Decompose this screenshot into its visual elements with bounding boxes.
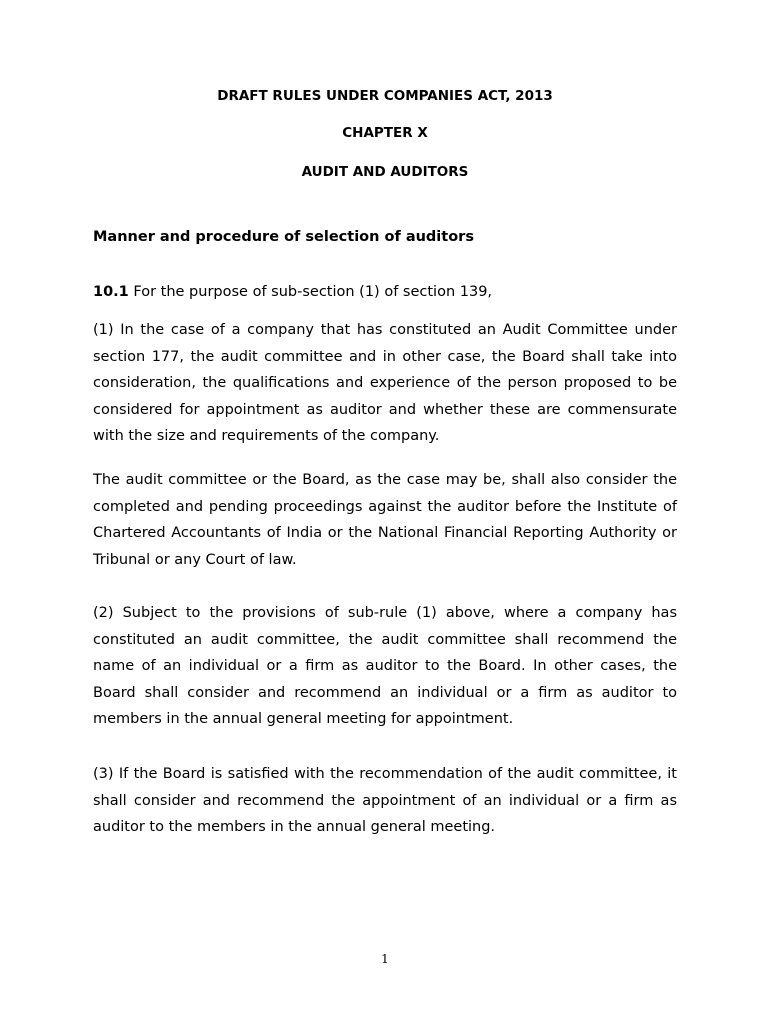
page-number: 1 xyxy=(381,952,389,966)
paragraph-sub-rule-2: (2) Subject to the provisions of sub-rule (1) above, where a company has constituted an audit committee, the audit committee shall recommend the name of an individual or a firm as auditor to the Board. In other cases, the Board shall consider and recommend an individual or a firm as auditor to members in the annual general meeting for appointment. xyxy=(93,605,677,727)
paragraph-audit-committee-consider: The audit committee or the Board, as the case may be, shall also consider the completed and pending proceedings against the auditor before the Institute of Chartered Accountants of India or the National Financial Reporting Authority or Tribunal or any Court of law. xyxy=(93,472,677,568)
rule-intro-text: For the purpose of sub-section (1) of section 139, xyxy=(128,284,493,300)
chapter-number: CHAPTER X xyxy=(342,125,428,141)
rule-intro-line xyxy=(93,279,677,306)
paragraph-sub-rule-1: (1) In the case of a company that has constituted an Audit Committee under section 177, the audit committee and in other case, the Board shall take into consideration, the qualifications and experience of the person proposed to be considered for appointment as auditor and whether these are commensurate with the size and requirements of the company. xyxy=(93,322,677,444)
section-heading: Manner and procedure of selection of auditors xyxy=(93,229,474,245)
document-header-line: DRAFT RULES UNDER COMPANIES ACT, 2013 xyxy=(217,88,553,104)
paragraph-sub-rule-3: (3) If the Board is satisfied with the recommendation of the audit committee, it shall consider and recommend the appointment of an individual or a firm as auditor to the members in the annual general meeting. xyxy=(93,766,677,835)
chapter-title: AUDIT AND AUDITORS xyxy=(301,164,469,180)
rule-number: 10.1 xyxy=(93,284,129,300)
